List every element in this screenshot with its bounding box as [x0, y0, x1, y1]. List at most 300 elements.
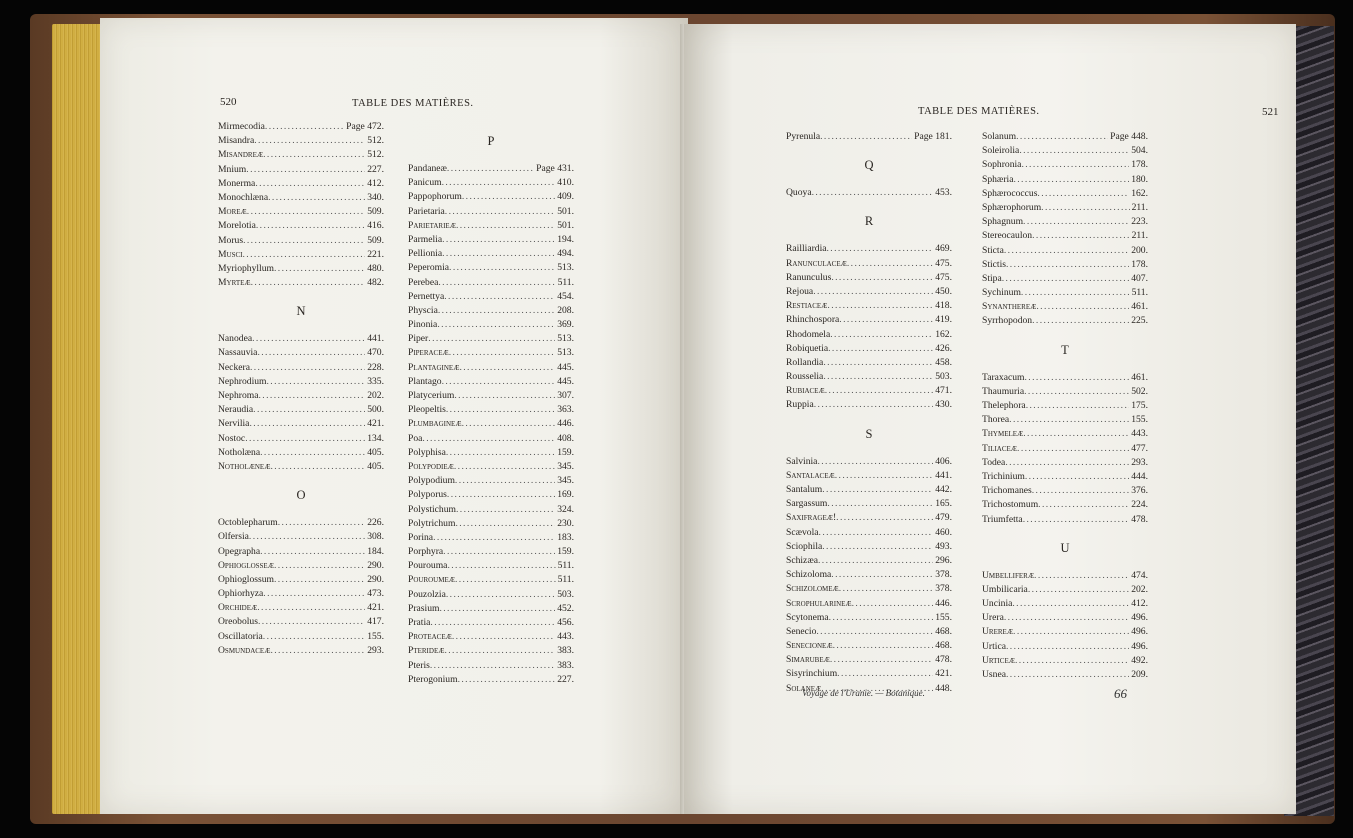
entry-page: 409.	[557, 191, 574, 203]
entry-page: 175.	[1131, 400, 1148, 411]
entry-page: 155.	[935, 611, 952, 623]
entry-name: Proteaceæ	[408, 631, 452, 643]
index-entry	[786, 653, 952, 667]
entry-page: 345.	[557, 460, 574, 472]
dot-leader	[1002, 272, 1129, 286]
dot-leader	[459, 361, 555, 375]
index-entry	[408, 630, 574, 644]
dot-leader	[1032, 484, 1129, 498]
dot-leader	[455, 474, 555, 488]
index-entry	[218, 403, 384, 417]
entry-name: Plantagineæ	[408, 361, 460, 373]
right-index-column-1	[786, 130, 952, 696]
index-entry	[218, 446, 384, 460]
index-entry	[218, 601, 384, 615]
entry-name: Urticeæ	[982, 654, 1015, 666]
entry-name: Restiaceæ	[786, 300, 828, 312]
index-entry	[786, 313, 952, 327]
entry-page: 513.	[557, 347, 574, 359]
entry-page: 454.	[557, 290, 574, 302]
dot-leader	[814, 398, 933, 412]
entry-page: 478.	[935, 654, 952, 666]
entry-name: Sphagnum	[982, 216, 1024, 228]
entry-name: Polystichum	[408, 503, 456, 515]
entry-page: 227.	[367, 163, 384, 175]
index-entry	[408, 559, 574, 573]
index-entry	[408, 573, 574, 587]
entry-name: Octoblepharum	[218, 517, 278, 529]
dot-leader	[270, 460, 365, 474]
index-entry	[786, 469, 952, 483]
index-entry	[786, 667, 952, 681]
dot-leader	[243, 234, 365, 248]
dot-leader	[1021, 286, 1130, 300]
entry-page: 470.	[367, 347, 384, 359]
section-letter: P	[487, 134, 495, 148]
dot-leader	[263, 630, 365, 644]
dot-leader	[827, 299, 933, 313]
dot-leader	[1013, 173, 1129, 187]
dot-leader	[267, 375, 366, 389]
entry-page: 159.	[557, 446, 574, 458]
entry-name: Perebea	[408, 276, 439, 288]
entry-page: 501.	[557, 219, 574, 231]
entry-page: 407.	[1131, 272, 1148, 284]
entry-page: 211.	[1131, 230, 1148, 242]
entry-name: Polypodium	[408, 475, 455, 487]
dot-leader	[428, 332, 555, 346]
index-entry	[982, 371, 1148, 385]
section-letter: Q	[864, 158, 874, 173]
dot-leader	[827, 497, 933, 511]
entry-page: 202.	[367, 390, 384, 401]
right-page-number: 521	[1262, 106, 1279, 118]
index-entry	[786, 611, 952, 625]
entry-page: 469.	[935, 243, 952, 255]
entry-name: Rousselia	[786, 371, 824, 383]
entry-page: 421.	[367, 602, 384, 614]
index-entry	[408, 162, 574, 176]
entry-name: Myriophyllum	[218, 262, 274, 274]
entry-name: Mnium	[218, 163, 247, 175]
entry-name: Monochlæna	[218, 191, 269, 203]
index-entry	[218, 361, 384, 375]
entry-name: Pleopeltis	[408, 404, 446, 416]
dot-leader	[437, 318, 555, 332]
dot-leader	[1028, 583, 1129, 597]
index-entry	[982, 513, 1148, 527]
entry-name: Panicum	[408, 177, 442, 189]
dot-leader	[1032, 314, 1129, 328]
dot-leader	[258, 615, 365, 629]
entry-name: Urtica	[982, 640, 1006, 652]
entry-page: 228.	[367, 361, 384, 373]
entry-page: 503.	[935, 371, 952, 383]
dot-leader	[442, 176, 556, 190]
entry-name: Schizoloma	[786, 569, 832, 581]
dot-leader	[257, 346, 365, 360]
entry-name: Salvinia	[786, 455, 818, 467]
entry-name: Pourouma	[408, 560, 448, 572]
entry-page: 405.	[367, 460, 384, 472]
entry-page: 226.	[367, 517, 384, 529]
index-entry	[982, 258, 1148, 272]
index-entry	[408, 219, 574, 233]
index-entry	[218, 248, 384, 262]
dot-leader	[447, 488, 555, 502]
entry-page: 290.	[367, 559, 384, 571]
entry-page: 194.	[557, 233, 574, 245]
index-entry	[408, 432, 574, 446]
entry-name: Tiliaceæ	[982, 442, 1018, 454]
dot-leader	[260, 545, 365, 559]
index-entry	[982, 385, 1148, 399]
index-entry	[982, 442, 1148, 456]
right-page-header: TABLE DES MATIÈRES.	[918, 106, 1040, 117]
index-entry	[982, 569, 1148, 583]
index-entry	[218, 346, 384, 360]
entry-page: 363.	[557, 404, 574, 416]
entry-page: 369.	[557, 319, 574, 331]
index-entry	[982, 399, 1148, 413]
dot-leader	[1023, 427, 1129, 441]
entry-name: Robiquetia	[786, 342, 829, 354]
entry-page: 180.	[1131, 173, 1148, 185]
dot-leader	[446, 446, 555, 460]
entry-page: 155.	[367, 630, 384, 642]
index-entry	[218, 417, 384, 431]
entry-page: 162.	[935, 328, 952, 340]
index-entry	[786, 342, 952, 356]
dot-leader	[1013, 625, 1129, 639]
entry-page: 450.	[935, 285, 952, 297]
entry-name: Schizolomeæ	[786, 583, 839, 595]
index-entry	[786, 299, 952, 313]
dot-leader	[254, 134, 365, 148]
index-entry	[786, 384, 952, 398]
entry-page: 405.	[367, 446, 384, 458]
entry-page: 446.	[557, 418, 574, 430]
entry-page: 412.	[367, 177, 384, 189]
entry-name: Rollandia	[786, 356, 824, 368]
entry-name: Moreæ	[218, 206, 247, 218]
dot-leader	[247, 205, 365, 219]
entry-page: 443.	[1131, 428, 1148, 440]
entry-name: Ranunculaceæ	[786, 257, 847, 269]
index-entry	[982, 215, 1148, 229]
dot-leader	[253, 403, 365, 417]
right-page	[684, 24, 1296, 814]
dot-leader	[1023, 513, 1130, 527]
dot-leader	[260, 446, 365, 460]
index-entry	[408, 403, 574, 417]
dot-leader	[836, 511, 933, 525]
entry-page: 169.	[557, 489, 574, 501]
dot-leader	[816, 625, 933, 639]
index-entry	[408, 247, 574, 261]
entry-name: Polytrichum	[408, 517, 456, 529]
index-entry	[218, 276, 384, 290]
entry-page: Page 181.	[914, 131, 952, 142]
entry-name: Nanodea	[218, 333, 253, 345]
dot-leader	[265, 120, 344, 134]
dot-leader	[455, 573, 556, 587]
index-entry	[982, 611, 1148, 625]
entry-name: Senecioneæ	[786, 640, 833, 652]
index-entry	[218, 134, 384, 148]
entry-name: Rhinchospora	[786, 314, 840, 326]
entry-page: 445.	[557, 375, 574, 387]
signature-mark: 66	[1114, 686, 1127, 701]
entry-name: Notholæneæ	[218, 460, 271, 472]
index-entry	[982, 229, 1148, 243]
entry-page: 443.	[557, 631, 574, 643]
entry-name: Sphærophorum	[982, 201, 1042, 213]
entry-page: 293.	[1131, 456, 1148, 468]
dot-leader	[812, 186, 934, 200]
entry-name: Neraudia	[218, 404, 254, 416]
dot-leader	[820, 130, 912, 144]
entry-page: 441.	[367, 333, 384, 345]
dot-leader	[455, 517, 555, 531]
dot-leader	[274, 262, 365, 276]
entry-name: Sphæria	[982, 173, 1014, 185]
entry-name: Umbilicaria	[982, 583, 1028, 595]
index-entry	[408, 531, 574, 545]
index-entry	[218, 148, 384, 162]
index-entry	[982, 244, 1148, 258]
left-index-column-2	[408, 120, 574, 687]
dot-leader	[823, 370, 933, 384]
index-entry	[408, 488, 574, 502]
section-letter: S	[865, 426, 873, 441]
dot-leader	[462, 417, 556, 431]
entry-name: Thaumuria	[982, 385, 1025, 397]
entry-name: Stipa	[982, 272, 1002, 284]
entry-name: Thorea	[982, 414, 1010, 426]
entry-page: 421.	[367, 418, 384, 430]
index-entry	[218, 573, 384, 587]
index-entry	[786, 271, 952, 285]
dot-leader	[245, 432, 365, 446]
entry-name: Platycerium	[408, 390, 455, 401]
entry-name: Pterideæ	[408, 645, 445, 657]
entry-name: Syrrhopodon	[982, 315, 1033, 327]
dot-leader	[443, 545, 555, 559]
index-entry	[408, 261, 574, 275]
dot-leader	[452, 630, 555, 644]
index-entry	[218, 432, 384, 446]
index-entry	[218, 375, 384, 389]
dot-leader	[1037, 187, 1129, 201]
index-entry	[408, 375, 574, 389]
entry-name: Railliardia	[786, 243, 827, 255]
entry-page: 406.	[935, 455, 952, 467]
index-entry	[408, 602, 574, 616]
entry-page: 446.	[935, 597, 952, 609]
index-entry	[218, 615, 384, 629]
dot-leader	[828, 342, 933, 356]
entry-name: Nephroma	[218, 390, 259, 401]
entry-page: 417.	[367, 616, 384, 628]
index-entry	[218, 262, 384, 276]
index-entry	[408, 276, 574, 290]
entry-page: 493.	[935, 540, 952, 552]
dot-leader	[1006, 640, 1129, 654]
dot-leader	[257, 601, 365, 615]
index-entry	[982, 668, 1148, 682]
index-entry	[786, 257, 952, 271]
index-entry	[786, 582, 952, 596]
entry-name: Ruppia	[786, 399, 814, 411]
dot-leader	[439, 602, 555, 616]
index-entry	[786, 242, 952, 256]
entry-page: 162.	[1131, 187, 1148, 199]
index-entry	[982, 498, 1148, 512]
entry-page: Page 448.	[1110, 131, 1148, 142]
dot-leader	[1025, 470, 1129, 484]
entry-page: 419.	[935, 314, 952, 326]
index-entry	[408, 190, 574, 204]
index-entry	[218, 545, 384, 559]
index-entry	[786, 540, 952, 554]
entry-page: 471.	[935, 385, 952, 397]
dot-leader	[1036, 300, 1129, 314]
index-entry	[786, 483, 952, 497]
entry-name: Piper	[408, 333, 429, 345]
index-entry	[218, 460, 384, 474]
dot-leader	[270, 644, 365, 658]
section-letter: U	[1060, 540, 1070, 555]
index-entry	[786, 130, 952, 144]
entry-page: 460.	[935, 526, 952, 538]
dot-leader	[442, 247, 555, 261]
entry-name: Rhodomela	[786, 328, 831, 340]
entry-name: Trichinium	[982, 470, 1025, 482]
entry-name: Plumbagineæ	[408, 418, 462, 430]
index-entry	[786, 328, 952, 342]
entry-page: 468.	[935, 640, 952, 652]
entry-page: 458.	[935, 356, 952, 368]
index-entry	[786, 568, 952, 582]
entry-page: 224.	[1131, 499, 1148, 511]
index-entry	[786, 455, 952, 469]
entry-page: 223.	[1131, 216, 1148, 228]
dot-leader	[822, 540, 933, 554]
entry-name: Scrophularineæ	[786, 597, 852, 609]
entry-page: 209.	[1131, 669, 1148, 680]
entry-name: Mirmecodia	[218, 121, 265, 132]
index-entry	[982, 640, 1148, 654]
entry-name: Pouroumeæ	[408, 574, 455, 586]
entry-page: 183.	[557, 531, 574, 543]
entry-name: Physcia	[408, 304, 438, 316]
dot-leader	[422, 432, 555, 446]
entry-page: 184.	[367, 545, 384, 557]
entry-page: 421.	[935, 668, 952, 680]
dot-leader	[449, 261, 555, 275]
dot-leader	[823, 356, 933, 370]
index-entry	[408, 644, 574, 658]
dot-leader	[847, 257, 933, 271]
dot-leader	[456, 503, 555, 517]
entry-name: Polyporus	[408, 489, 447, 501]
index-entry	[218, 219, 384, 233]
dot-leader	[252, 332, 365, 346]
dot-leader	[442, 233, 555, 247]
dot-leader	[447, 559, 555, 573]
index-entry	[982, 144, 1148, 158]
entry-name: Oscillatoria	[218, 630, 263, 642]
index-entry	[408, 318, 574, 332]
dot-leader	[825, 384, 934, 398]
index-entry	[408, 659, 574, 673]
entry-name: Porphyra	[408, 546, 444, 558]
entry-page: 475.	[935, 257, 952, 269]
entry-name: Ophioglosseæ	[218, 559, 274, 571]
index-entry	[982, 456, 1148, 470]
entry-name: Triumfetta	[982, 513, 1023, 525]
index-entry	[408, 446, 574, 460]
dot-leader	[818, 554, 933, 568]
dot-leader	[1026, 399, 1130, 413]
index-entry	[218, 630, 384, 644]
page-footer: Voyage de l'Uranie. — Botanique.	[802, 688, 925, 698]
entry-page: 378.	[935, 583, 952, 595]
entry-name: Polypodieæ	[408, 460, 454, 472]
left-page	[100, 18, 688, 814]
dot-leader	[462, 190, 555, 204]
entry-page: 492.	[1131, 654, 1148, 666]
entry-name: Sphærococcus	[982, 187, 1038, 199]
entry-name: Thelephora	[982, 400, 1026, 411]
entry-name: Umbelliferæ	[982, 569, 1035, 581]
dot-leader	[1009, 413, 1129, 427]
index-entry	[786, 497, 952, 511]
dot-leader	[831, 271, 933, 285]
entry-page: 430.	[935, 399, 952, 411]
entry-page: 200.	[1131, 244, 1148, 256]
left-index-column-1	[218, 120, 384, 658]
section-letter: N	[296, 304, 306, 319]
entry-page: Page 431.	[536, 163, 574, 174]
dot-leader	[449, 346, 555, 360]
index-entry	[408, 517, 574, 531]
dot-leader	[249, 417, 365, 431]
entry-name: Rubiaceæ	[786, 385, 825, 397]
section-letter: T	[1061, 342, 1069, 357]
entry-name: Pterogonium	[408, 673, 458, 685]
entry-name: Simarubeæ	[786, 654, 830, 666]
dot-leader	[246, 163, 365, 177]
entry-name: Sisyrinchium	[786, 668, 838, 680]
index-entry	[218, 644, 384, 658]
entry-page: 178.	[1131, 258, 1148, 270]
index-entry	[982, 654, 1148, 668]
index-entry	[408, 474, 574, 488]
entry-name: Quoya	[786, 187, 812, 199]
dot-leader	[444, 644, 555, 658]
entry-page: 468.	[935, 625, 952, 637]
dot-leader	[1023, 215, 1129, 229]
entry-page: 296.	[935, 554, 952, 566]
entry-name: Poa	[408, 432, 423, 444]
dot-leader	[1005, 456, 1129, 470]
entry-page: 383.	[557, 659, 574, 671]
entry-page: 202.	[1131, 583, 1148, 595]
entry-name: Sciophila	[786, 540, 823, 552]
dot-leader	[255, 177, 365, 191]
